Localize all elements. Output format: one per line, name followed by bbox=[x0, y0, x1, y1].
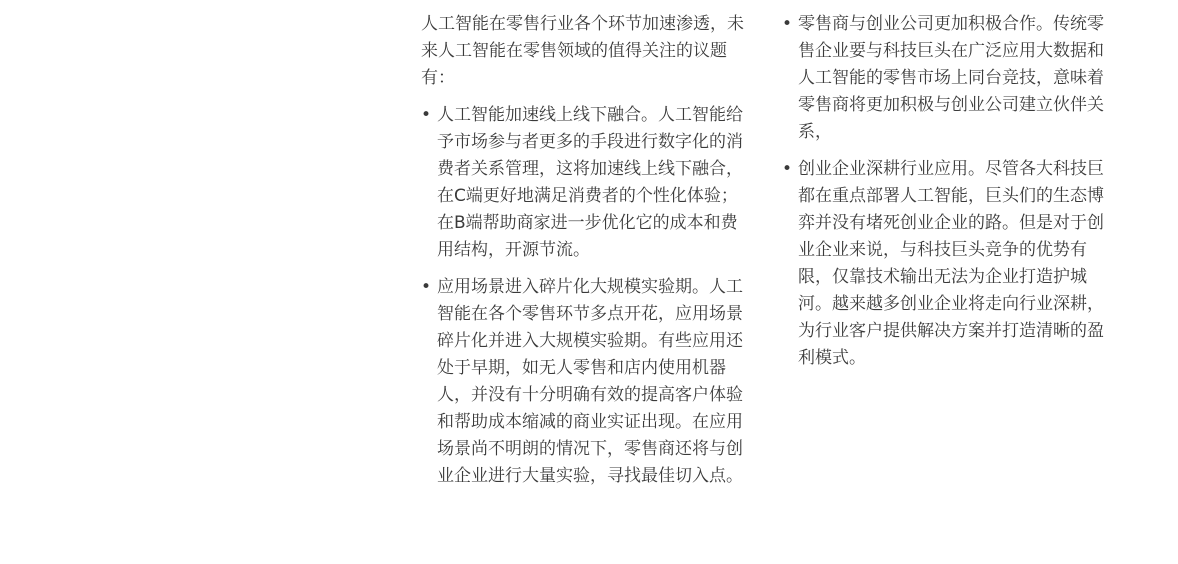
bullet-icon: • bbox=[782, 14, 793, 34]
left-column bbox=[421, 11, 751, 500]
list-item-text: 应用场景进入碎片化大规模实验期。人工智能在各个零售环节多点开花，应用场景碎片化并进入大规模实验期。有些应用还处于早期，如无人零售和店内使用机器人，并没有十分明确有效的提高客户体验和帮助成本缩减的商业实证出现。在应用场景尚不明朗的情况下，零售商还将与创业企业进行大量实验，寻找最佳切入点。 bbox=[437, 277, 743, 486]
list-item bbox=[782, 156, 1112, 372]
bullet-icon: • bbox=[782, 159, 793, 179]
bullet-icon: • bbox=[421, 105, 432, 125]
list-item-text: 零售商与创业公司更加积极合作。传统零售企业要与科技巨头在广泛应用大数据和人工智能的零售市场上同台竞技，意味着零售商将更加积极与创业公司建立伙伴关系， bbox=[798, 14, 1104, 142]
list-item bbox=[421, 274, 751, 490]
right-column bbox=[782, 11, 1112, 382]
bullet-icon: • bbox=[421, 277, 432, 297]
list-item bbox=[782, 11, 1112, 146]
list-item bbox=[421, 102, 751, 264]
intro-paragraph: 人工智能在零售行业各个环节加速渗透，未来人工智能在零售领域的值得关注的议题有： bbox=[421, 14, 744, 88]
list-item-text: 人工智能加速线上线下融合。人工智能给予市场参与者更多的手段进行数字化的消费者关系管理，这将加速线上线下融合，在C端更好地满足消费者的个性化体验；在B端帮助商家进一步优化它的成本和费用结构，开源节流。 bbox=[437, 105, 743, 260]
list-item-text: 创业企业深耕行业应用。尽管各大科技巨都在重点部署人工智能，巨头们的生态博弈并没有堵死创业企业的路。但是对于创业企业来说，与科技巨头竞争的优势有限，仅靠技术输出无法为企业打造护城河。越来越多创业企业将走向行业深耕，为行业客户提供解决方案并打造清晰的盈利模式。 bbox=[798, 159, 1104, 368]
